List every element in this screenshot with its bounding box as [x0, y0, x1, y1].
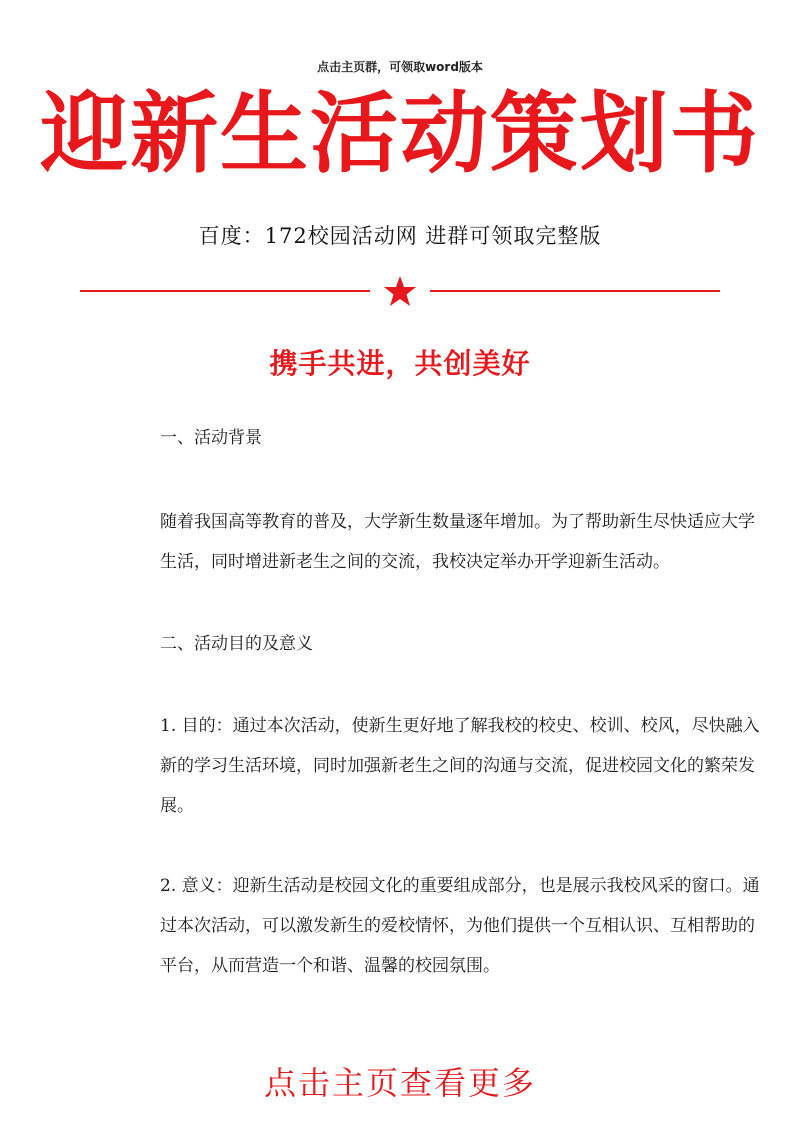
- document-body: [160, 418, 764, 986]
- divider-line-right: [430, 290, 720, 292]
- document-subtitle: 百度：172校园活动网 进群可领取完整版: [198, 224, 602, 248]
- document-title: 迎新生活动策划书: [39, 81, 760, 185]
- section-heading-purpose: 二、活动目的及意义: [160, 634, 313, 654]
- divider-line-left: [80, 290, 370, 292]
- view-more-link[interactable]: 点击主页查看更多: [263, 1064, 536, 1102]
- star-icon: [383, 274, 417, 308]
- slogan: 携手共进，共创美好: [269, 347, 531, 380]
- title-divider: [80, 272, 720, 312]
- paragraph-background: 随着我国高等教育的普及，大学新生数量逐年增加。为了帮助新生尽快适应大学生活，同时增进新老生之间的交流，我校决定举办开学迎新生活动。: [160, 512, 755, 572]
- paragraph-purpose: 1. 目的：通过本次活动，使新生更好地了解我校的校史、校训、校风，尽快融入新的学习生活环境，同时加强新老生之间的沟通与交流，促进校园文化的繁荣发展。: [160, 716, 760, 816]
- paragraph-significance: 2. 意义：迎新生活动是校园文化的重要组成部分，也是展示我校风采的窗口。通过本次活动，可以激发新生的爱校情怀，为他们提供一个互相认识、互相帮助的平台，从而营造一个和谐、温馨的校园氛围。: [160, 876, 760, 976]
- section-heading-background: 一、活动背景: [160, 428, 262, 448]
- top-note[interactable]: 点击主页群，可领取word版本: [317, 60, 483, 74]
